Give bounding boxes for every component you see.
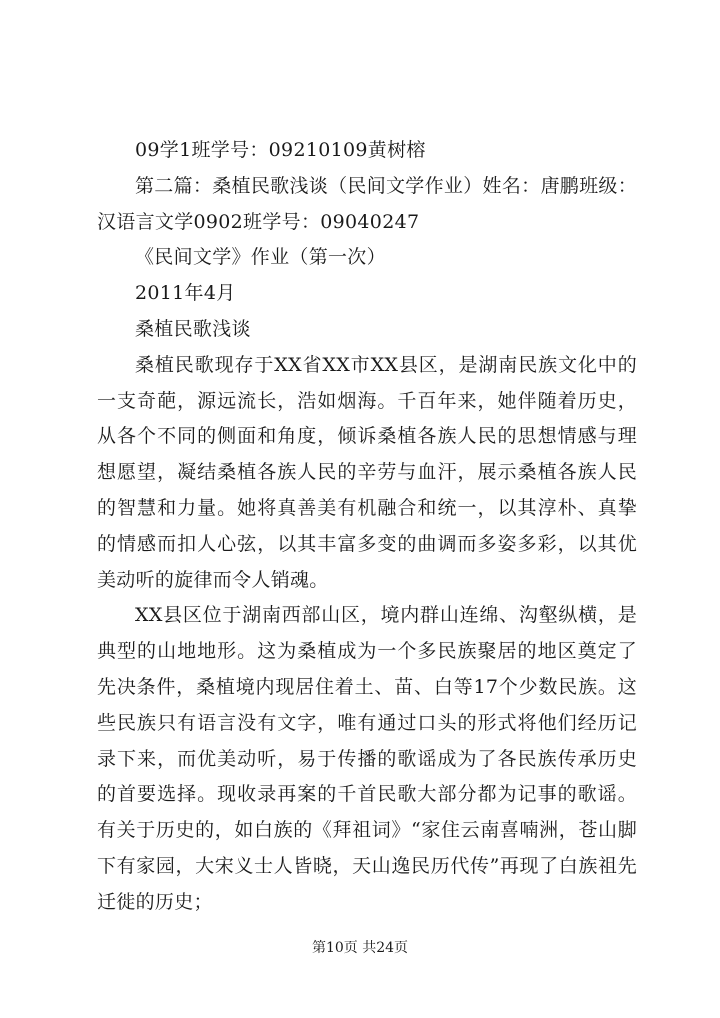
paragraph-date: 2011年4月: [135, 282, 236, 305]
document-body: [97, 133, 637, 921]
paragraph-assignment-title: 《民间文学》作业（第一次）: [135, 246, 386, 269]
paragraph-intro: 桑植民歌现存于XX省XX市XX县区，是湖南民族文化中的一支奇葩，源远流长，浩如烟海。千百年来，她伴随着历史，从各个不同的侧面和角度，倾诉桑植各族人民的思想情感与理想愿望，凝结桑植各族人民的辛劳与血汗，展示桑植各族人民的智慧和力量。她将真善美有机融合和统一，以其淳朴、真挚的情感而扣人心弦，以其丰富多变的曲调而多姿多彩，以其优美动听的旋律而令人销魂。: [97, 353, 637, 591]
paragraph-class-info: 09学1班学号：09210109黄树榕: [135, 139, 426, 161]
paragraph-geography: XX县区位于湖南西部山区，境内群山连绵、沟壑纵横，是典型的山地地形。这为桑植成为一个多民族聚居的地区奠定了先决条件，桑植境内现居住着土、苗、白等17个少数民族。这些民族只有语言没有文字，唯有通过口头的形式将他们经历记录下来，而优美动听，易于传播的歌谣成为了各民族传承历史的首要选择。现收录再案的千首民歌大部分都为记事的歌谣。有关于历史的，如白族的《拜祖词》“家住云南喜喃洲，苍山脚下有家园，大宋义士人皆晓，天山逸民历代传”再现了白族祖先迁徙的历史；: [97, 604, 637, 913]
page-number-footer: 第10页 共24页: [311, 940, 409, 956]
paragraph-essay-title: 桑植民歌浅谈: [135, 317, 251, 340]
paragraph-second-article-heading: 第二篇：桑植民歌浅谈（民间文学作业）姓名：唐鹏班级：汉语言文学0902班学号：09040247: [97, 174, 637, 233]
